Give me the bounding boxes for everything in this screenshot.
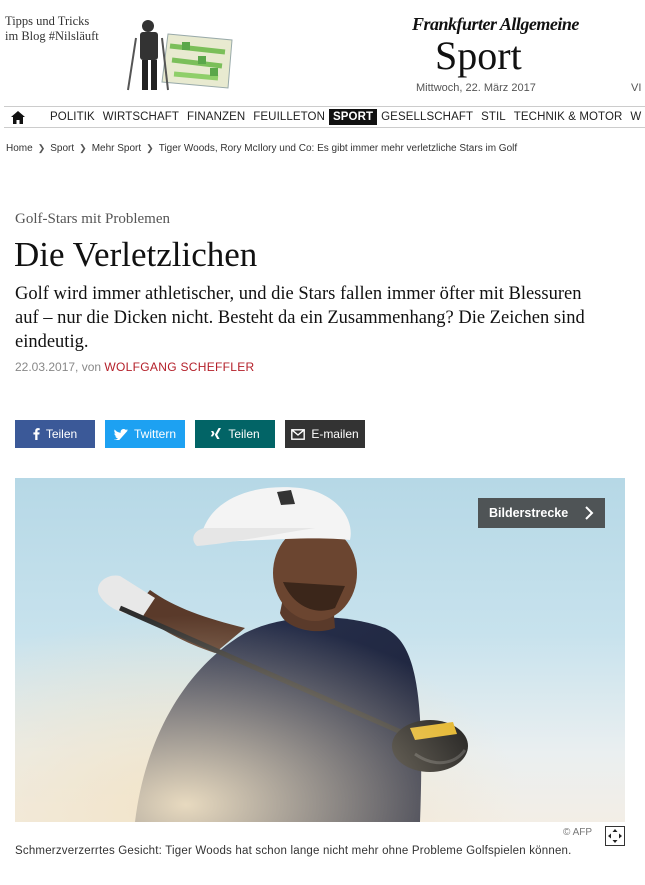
- facebook-icon: [33, 428, 40, 440]
- breadcrumb-sport[interactable]: Sport: [50, 143, 75, 154]
- breadcrumb-mehr-sport[interactable]: Mehr Sport: [91, 143, 142, 154]
- article-date: 22.03.2017, von: [15, 360, 102, 374]
- blog-promo-link[interactable]: [5, 14, 99, 44]
- nav-item-politik[interactable]: POLITIK: [50, 111, 95, 123]
- image-caption: Schmerzverzerrtes Gesicht: Tiger Woods hat schon lange nicht mehr ohne Probleme Golfspielen können.: [15, 845, 572, 857]
- section-title[interactable]: Sport: [435, 33, 522, 78]
- share-twitter-button[interactable]: [105, 420, 185, 448]
- article-author-link[interactable]: WOLFGANG SCHEFFLER: [104, 360, 255, 374]
- share-facebook-label: Teilen: [45, 427, 78, 441]
- chevron-right-icon: ❯: [146, 143, 154, 153]
- expand-icon: [608, 829, 622, 843]
- share-xing-button[interactable]: [195, 420, 275, 448]
- breadcrumb-current: Tiger Woods, Rory McIlory und Co: Es gibt immer mehr verletzliche Stars im Golf: [158, 143, 518, 154]
- nav-item-sport[interactable]: SPORT: [329, 109, 377, 125]
- breadcrumb: [6, 143, 517, 154]
- home-icon: [11, 111, 25, 124]
- blog-promo-line2[interactable]: im Blog #Nilsläuft: [5, 29, 99, 43]
- nav-item-wirtschaft[interactable]: WIRTSCHAFT: [102, 111, 179, 123]
- blog-promo-image[interactable]: [110, 16, 238, 92]
- mail-icon: [291, 429, 305, 440]
- share-email-button[interactable]: [285, 420, 365, 448]
- nav-item-more[interactable]: W: [630, 111, 642, 123]
- breadcrumb-home[interactable]: Home: [6, 143, 33, 154]
- header-date: Mittwoch, 22. März 2017: [416, 82, 536, 94]
- faz-logo[interactable]: Frankfurter Allgemeine: [412, 14, 579, 34]
- share-email-label: E-mailen: [311, 427, 359, 441]
- chevron-right-icon: [584, 505, 594, 521]
- nav-item-feuilleton[interactable]: FEUILLETON: [253, 111, 326, 123]
- article-kicker: Golf-Stars mit Problemen: [15, 211, 170, 227]
- share-facebook-button[interactable]: [15, 420, 95, 448]
- blog-promo-line1[interactable]: Tipps und Tricks: [5, 14, 90, 28]
- nav-item-stil[interactable]: STIL: [481, 111, 506, 123]
- twitter-icon: [114, 429, 128, 440]
- nav-item-technik-motor[interactable]: TECHNIK & MOTOR: [513, 111, 623, 123]
- gallery-button-label: Bilderstrecke: [489, 506, 569, 520]
- chevron-right-icon: ❯: [79, 143, 87, 153]
- xing-icon: [210, 428, 222, 441]
- article-headline: Die Verletzlichen: [14, 235, 258, 274]
- nav-item-gesellschaft[interactable]: GESELLSCHAFT: [381, 111, 474, 123]
- header-right-link[interactable]: VI: [631, 82, 642, 94]
- share-twitter-label: Twittern: [133, 427, 176, 441]
- article-hero-image[interactable]: [15, 478, 625, 822]
- golfer-photo: [15, 478, 625, 822]
- expand-image-button[interactable]: [605, 826, 625, 846]
- site-header: [0, 0, 645, 100]
- chevron-right-icon: ❯: [37, 143, 46, 153]
- nav-home[interactable]: [4, 107, 32, 127]
- article-meta: [15, 360, 255, 374]
- nav-item-finanzen[interactable]: FINANZEN: [186, 111, 246, 123]
- photo-credit: © AFP: [563, 827, 593, 838]
- share-xing-label: Teilen: [228, 427, 260, 441]
- article-teaser: Golf wird immer athletischer, und die Stars fallen immer öfter mit Blessuren auf – nur die Dicken nicht. Besteht da ein Zusammenhang? Die Zeichen sind eindeutig.: [15, 284, 585, 352]
- gallery-button[interactable]: [478, 498, 605, 528]
- main-nav: [4, 106, 645, 128]
